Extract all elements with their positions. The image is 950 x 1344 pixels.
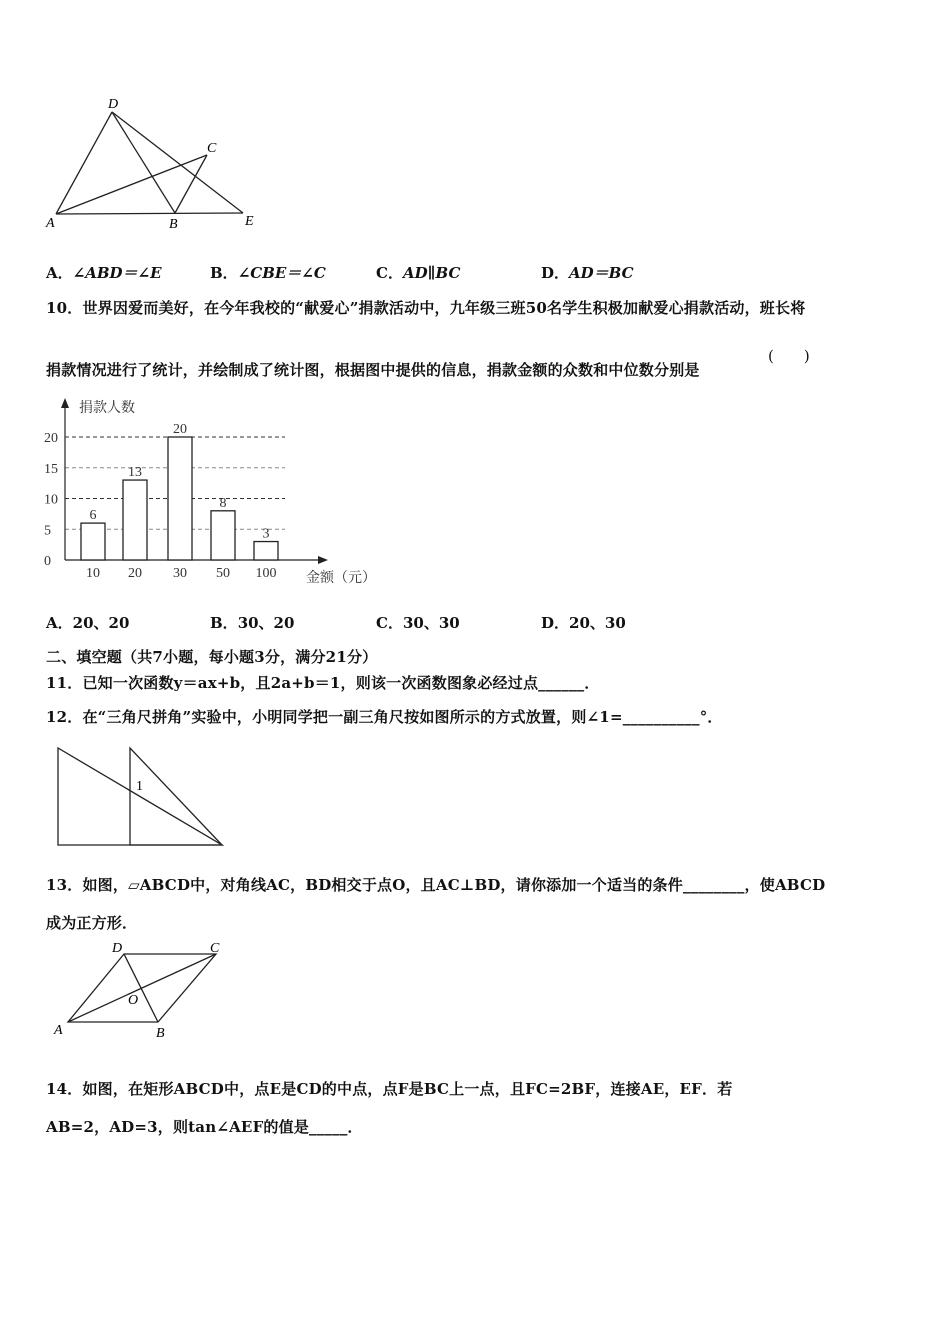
bar-value-label: 13	[128, 465, 142, 481]
point-label-a: A	[54, 1023, 63, 1038]
y-tick-label: 0	[44, 554, 51, 569]
x-tick-label: 30	[173, 566, 187, 581]
q10-bar-chart	[40, 392, 390, 592]
q14-line-2: AB=2，AD=3，则tan∠AEF的值是_____．	[46, 1118, 363, 1136]
q9-option-a[interactable]: A．∠ABD＝∠E	[46, 264, 162, 282]
q10-line-2: 捐款情况进行了统计，并绘制成了统计图，根据图中提供的信息，捐款金额的众数和中位数分别是	[46, 361, 700, 379]
q9-option-b[interactable]: B．∠CBE＝∠C	[210, 264, 326, 282]
q11-text: 11．已知一次函数y＝ax+b，且2a+b＝1，则该一次函数图象必经过点______．	[46, 674, 600, 692]
y-tick-label: 5	[44, 523, 51, 539]
q13-line-1: 13．如图，▱ABCD中，对角线AC，BD相交于点O，且AC⊥BD，请你添加一个适当的条件________，使ABCD	[46, 876, 826, 894]
bar-30	[168, 437, 192, 560]
point-label-b: B	[156, 1026, 165, 1041]
bar-50	[211, 511, 235, 560]
bar-100	[254, 542, 278, 560]
bar-value-label: 8	[219, 495, 227, 511]
q10-line-1: 10．世界因爱而美好，在今年我校的“献爱心”捐款活动中，九年级三班50名学生积极加献爱心捐款活动，班长将	[46, 299, 806, 317]
q10-option-c[interactable]: C．30、30	[376, 614, 460, 632]
x-tick-label: 50	[216, 566, 230, 581]
point-label-d: D	[108, 97, 119, 112]
y-tick-label: 10	[44, 492, 58, 508]
q10-answer-paren: ( )	[768, 347, 810, 365]
angle-1-label: 1	[136, 779, 143, 794]
point-label-b: B	[169, 217, 178, 232]
bar-value-label: 6	[89, 508, 97, 524]
bar-value-label: 3	[262, 526, 270, 542]
q13-line-2: 成为正方形．	[46, 914, 138, 932]
q12-triangle-rulers-figure	[50, 744, 230, 854]
point-label-c: C	[210, 941, 220, 956]
y-tick-label: 15	[44, 461, 58, 477]
x-tick-label: 100	[255, 566, 277, 581]
q12-text: 12．在“三角尺拼角”实验中，小明同学把一副三角尺按如图所示的方式放置，则∠1=__________°．	[46, 708, 723, 726]
bar-10	[81, 523, 105, 560]
point-label-a: A	[46, 216, 55, 231]
y-axis-arrow	[61, 398, 69, 408]
x-tick-label: 10	[86, 566, 100, 581]
q10-option-b[interactable]: B．30、20	[210, 614, 295, 632]
x-tick-label: 20	[128, 566, 142, 581]
point-label-d: D	[112, 941, 123, 956]
point-label-c: C	[207, 141, 217, 156]
q10-option-d[interactable]: D．20、30	[541, 614, 626, 632]
chart-xlabel: 金额（元）	[306, 571, 376, 586]
chart-ylabel: 捐款人数	[79, 401, 135, 416]
point-label-e: E	[245, 214, 254, 229]
y-tick-label: 20	[44, 431, 58, 446]
bar-20	[123, 480, 147, 560]
point-label-o: O	[128, 993, 139, 1008]
q9-option-d[interactable]: D．AD＝BC	[541, 264, 634, 282]
q14-line-1: 14．如图，在矩形ABCD中，点E是CD的中点，点F是BC上一点，且FC=2BF，连接AE，EF．若	[46, 1080, 733, 1098]
bar-value-label: 20	[173, 422, 187, 437]
q10-option-a[interactable]: A．20、20	[46, 614, 130, 632]
q13-parallelogram-figure	[46, 934, 236, 1044]
q9-option-c[interactable]: C．AD∥BC	[376, 264, 461, 282]
q9-triangle-figure	[40, 92, 270, 237]
section-2-title: 二、填空题（共7小题，每小题3分，满分21分）	[46, 648, 378, 666]
x-axis-arrow	[318, 556, 328, 564]
